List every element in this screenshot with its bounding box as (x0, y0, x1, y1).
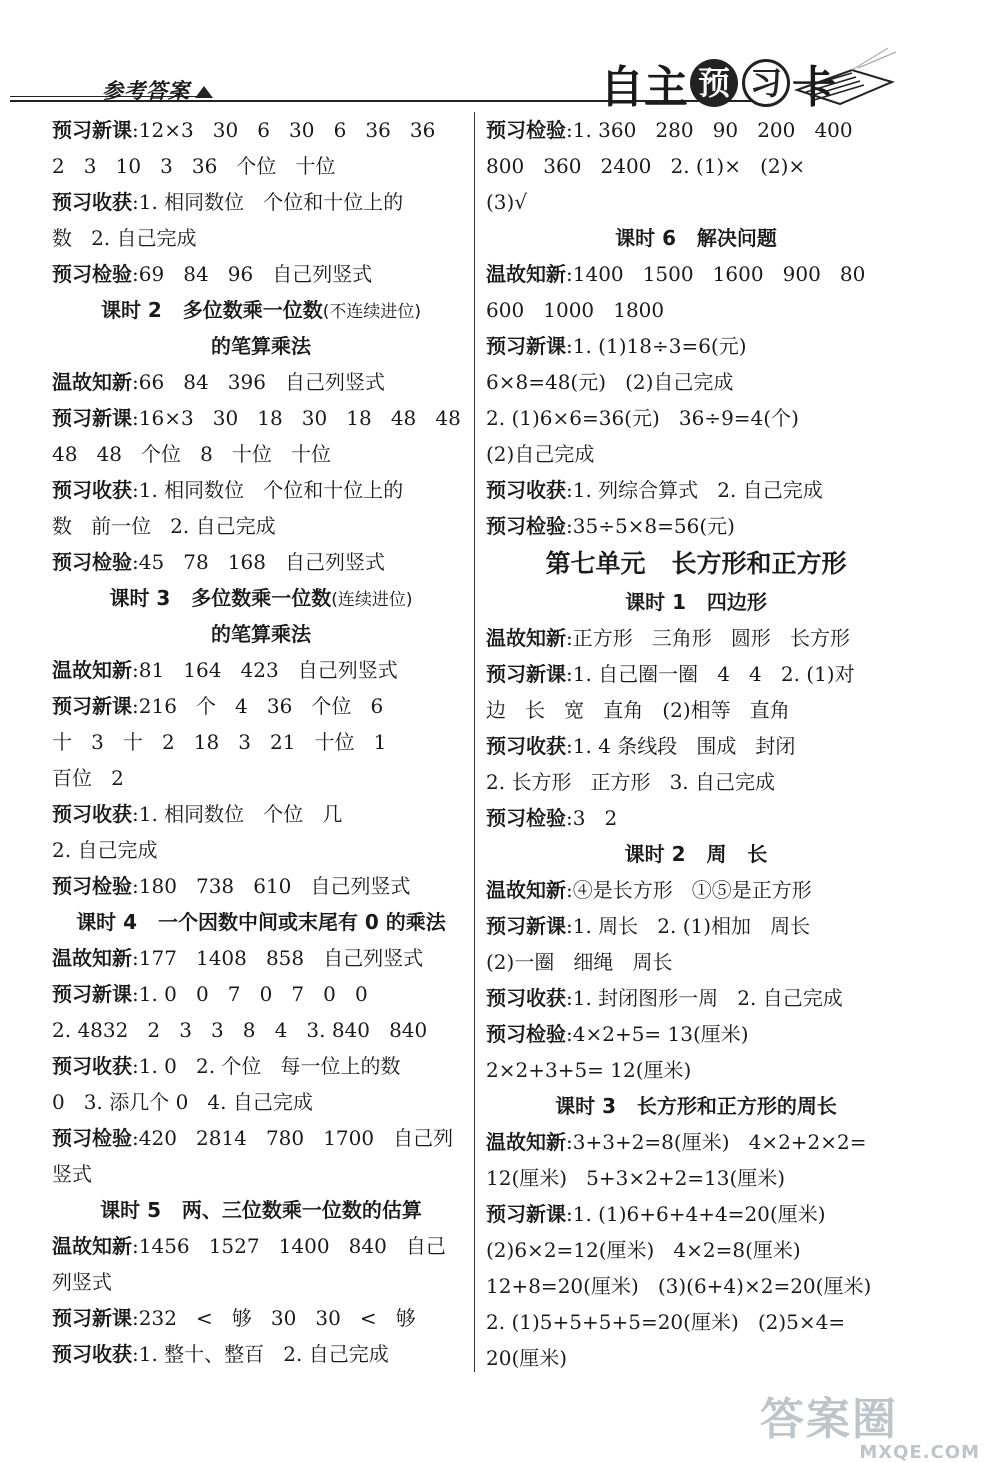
answer-text: :正方形 三角形 圆形 长方形 (566, 626, 850, 650)
answer-text: 20(厘米) (486, 1346, 568, 1370)
lesson-heading (486, 836, 906, 872)
answer-text: :420 2814 780 1700 自己列 (132, 1126, 454, 1150)
answer-text: 十 3 十 2 18 3 21 十位 1 (52, 730, 387, 754)
answer-line (52, 688, 470, 724)
heading-text: 课时 2 周 长 (624, 842, 768, 866)
answer-text: 2. (1)6×6=36(元) 36÷9=4(个) (486, 406, 799, 430)
answer-text: :1. 相同数位 个位和十位上的 (132, 478, 404, 502)
answer-label: 预习收获 (52, 190, 132, 214)
answer-text: 2. (1)5+5+5+5=20(厘米) (2)5×4= (486, 1310, 846, 1334)
answer-text: 6×8=48(元) (2)自己完成 (486, 370, 734, 394)
answer-text: :216 个 4 36 个位 6 (132, 694, 384, 718)
answer-line (52, 364, 470, 400)
heading-text: 课时 3 长方形和正方形的周长 (555, 1094, 837, 1118)
heading-note: (连续进位) (331, 590, 413, 610)
answer-line (486, 656, 906, 692)
answer-label: 预习检验 (52, 550, 132, 574)
answer-line (52, 508, 470, 544)
answer-text: :177 1408 858 自己列竖式 (132, 946, 424, 970)
brand-char: 主 (644, 62, 688, 113)
answer-text: :3+3+2=8(厘米) 4×2+2×2= (566, 1130, 867, 1154)
lesson-heading (52, 616, 470, 652)
answer-label: 预习收获 (52, 802, 132, 826)
unit-heading (486, 544, 906, 584)
answer-label: 温故知新 (52, 1234, 132, 1258)
answer-text: 数 2. 自己完成 (52, 226, 197, 250)
page-header (0, 0, 1000, 113)
answer-text: :81 164 423 自己列竖式 (132, 658, 398, 682)
answer-column-left (52, 112, 470, 1372)
answer-label: 预习收获 (486, 986, 566, 1010)
answer-line (52, 1264, 470, 1300)
answer-label: 预习新课 (52, 694, 132, 718)
heading-note: (不连续进位) (322, 302, 422, 322)
answer-line (486, 1016, 906, 1052)
answer-label: 温故知新 (486, 878, 566, 902)
answer-line (52, 724, 470, 760)
answer-line (52, 760, 470, 796)
answer-text: 2. 4832 2 3 3 8 4 3. 840 840 (52, 1018, 428, 1042)
answer-line (52, 1300, 470, 1336)
answer-text: :1. (1)6+6+4+4=20(厘米) (566, 1202, 826, 1226)
answer-line (52, 436, 470, 472)
answer-line (486, 1268, 906, 1304)
answer-text: :1. 周长 2. (1)相加 周长 (566, 914, 811, 938)
lesson-heading (486, 584, 906, 620)
answer-text: 数 前一位 2. 自己完成 (52, 514, 276, 538)
answer-line (486, 292, 906, 328)
answer-line (52, 400, 470, 436)
answer-label: 预习检验 (52, 1126, 132, 1150)
answer-label: 参考答案 (102, 79, 190, 103)
answer-text: :180 738 610 自己列竖式 (132, 874, 411, 898)
answer-line (486, 1340, 906, 1376)
heading-text: 课时 5 两、三位数乘一位数的估算 (100, 1198, 422, 1222)
answer-text: :1. (1)18÷3=6(元) (566, 334, 747, 358)
lesson-heading (52, 328, 470, 364)
heading-text: 第七单元 长方形和正方形 (545, 549, 847, 578)
lesson-heading (52, 292, 470, 328)
answer-text: :16×3 30 18 30 18 48 48 (132, 406, 461, 430)
answer-text: 2. 长方形 正方形 3. 自己完成 (486, 770, 776, 794)
answer-text: :1456 1527 1400 840 自己 (132, 1234, 446, 1258)
triangle-icon (195, 86, 213, 98)
answer-text: :1. 自己圈一圈 4 4 2. (1)对 (566, 662, 855, 686)
answer-text: 百位 2 (52, 766, 124, 790)
lesson-heading (52, 1192, 470, 1228)
lesson-heading (52, 580, 470, 616)
answer-text: :4×2+5= 13(厘米) (566, 1022, 749, 1046)
answer-text: :1. 列综合算式 2. 自己完成 (566, 478, 823, 502)
answer-text: :12×3 30 6 30 6 36 36 (132, 118, 436, 142)
answer-label: 预习新课 (52, 1306, 132, 1330)
answer-text: :35÷5×8=56(元) (566, 514, 735, 538)
answer-label: 预习新课 (486, 662, 566, 686)
answer-text: 800 360 2400 2. (1)× (2)× (486, 154, 806, 178)
answer-line (486, 944, 906, 980)
answer-line (486, 1232, 906, 1268)
answer-line (486, 400, 906, 436)
brand-char-circled: 预 (690, 59, 738, 107)
heading-text: 课时 2 多位数乘一位数 (100, 298, 323, 322)
answer-line (486, 728, 906, 764)
watermark-text: 答案圈 (760, 1394, 898, 1445)
answer-text: (2)自己完成 (486, 442, 595, 466)
answer-label: 温故知新 (486, 262, 566, 286)
answer-label: 温故知新 (486, 1130, 566, 1154)
answer-text: (2)一圈 细绳 周长 (486, 950, 673, 974)
answer-text: :1400 1500 1600 900 80 (566, 262, 866, 286)
heading-text: 的笔算乘法 (211, 622, 311, 646)
answer-line (486, 872, 906, 908)
answer-label: 预习新课 (52, 118, 132, 142)
answer-line (52, 1336, 470, 1372)
answer-text: :66 84 396 自己列竖式 (132, 370, 386, 394)
answer-line (486, 472, 906, 508)
answer-text: (3)√ (486, 190, 528, 214)
watermark (760, 1394, 980, 1463)
answer-line (52, 472, 470, 508)
answer-line (52, 256, 470, 292)
answer-line (52, 1084, 470, 1120)
answer-line (486, 328, 906, 364)
answer-line (52, 112, 470, 148)
answer-label: 预习新课 (52, 982, 132, 1006)
answer-line (486, 620, 906, 656)
answer-label: 温故知新 (52, 370, 132, 394)
heading-text: 的笔算乘法 (211, 334, 311, 358)
lesson-heading (52, 904, 470, 940)
answer-label: 预习收获 (486, 734, 566, 758)
lesson-heading (486, 1088, 906, 1124)
answer-line (52, 544, 470, 580)
heading-text: 课时 1 四边形 (625, 590, 767, 614)
answer-line (52, 1048, 470, 1084)
answer-line (486, 908, 906, 944)
answer-label: 预习收获 (52, 1054, 132, 1078)
answer-line (52, 976, 470, 1012)
column-divider (474, 112, 475, 1372)
answer-text: :1. 封闭图形一周 2. 自己完成 (566, 986, 843, 1010)
answer-line (486, 364, 906, 400)
answer-text: :1. 360 280 90 200 400 (566, 118, 853, 142)
answer-text: 列竖式 (52, 1270, 112, 1294)
answer-line (486, 1124, 906, 1160)
answer-label: 预习检验 (486, 118, 566, 142)
answer-line (52, 184, 470, 220)
answer-line (52, 652, 470, 688)
answer-line (486, 764, 906, 800)
answer-label: 预习新课 (486, 914, 566, 938)
answer-line (52, 1120, 470, 1156)
answer-label: 预习收获 (486, 478, 566, 502)
heading-text: 课时 4 一个因数中间或末尾有 0 的乘法 (76, 910, 446, 934)
answer-line (486, 1052, 906, 1088)
answer-label: 温故知新 (52, 946, 132, 970)
brand-char-circled: 习 (742, 59, 790, 107)
answer-text: 12(厘米) 5+3×2+2=13(厘米) (486, 1166, 786, 1190)
answer-line (52, 868, 470, 904)
brand-char: 自 (600, 62, 644, 113)
answer-line (52, 148, 470, 184)
answer-line (486, 436, 906, 472)
answer-label: 预习收获 (52, 478, 132, 502)
answer-label: 预习检验 (486, 1022, 566, 1046)
answer-label: 预习检验 (52, 874, 132, 898)
answer-text: (2)6×2=12(厘米) 4×2=8(厘米) (486, 1238, 801, 1262)
answer-text: :1. 4 条线段 围成 封闭 (566, 734, 796, 758)
lesson-heading (486, 220, 906, 256)
answer-label: 温故知新 (486, 626, 566, 650)
answer-text: 边 长 宽 直角 (2)相等 直角 (486, 698, 790, 722)
answer-text: :1. 相同数位 个位和十位上的 (132, 190, 404, 214)
brand-char: 卡 (792, 62, 836, 113)
answer-column-right (486, 112, 906, 1376)
answer-text: :69 84 96 自己列竖式 (132, 262, 373, 286)
answer-text: 2. 自己完成 (52, 838, 158, 862)
answer-label: 预习新课 (52, 406, 132, 430)
answer-text: 2 3 10 3 36 个位 十位 (52, 154, 336, 178)
answer-text: :3 2 (566, 806, 618, 830)
answer-line (486, 692, 906, 728)
answer-line (52, 1012, 470, 1048)
heading-text: 课时 3 多位数乘一位数 (109, 586, 332, 610)
answer-text: 0 3. 添几个 0 4. 自己完成 (52, 1090, 313, 1114)
answer-line (52, 1228, 470, 1264)
answer-text: :1. 0 0 7 0 7 0 0 (132, 982, 368, 1006)
answer-line (486, 980, 906, 1016)
book-icon (792, 40, 902, 110)
answer-line (52, 1156, 470, 1192)
answer-line (52, 796, 470, 832)
answer-label: 预习新课 (486, 334, 566, 358)
answer-text: :④是长方形 ①⑤是正方形 (566, 878, 812, 902)
answer-text: 2×2+3+5= 12(厘米) (486, 1058, 692, 1082)
answer-line (486, 1196, 906, 1232)
answer-text: 48 48 个位 8 十位 十位 (52, 442, 331, 466)
answer-line (52, 940, 470, 976)
answer-text: :1. 相同数位 个位 几 (132, 802, 343, 826)
answer-label: 预习新课 (486, 1202, 566, 1226)
answer-label: 预习检验 (52, 262, 132, 286)
watermark-url: MXQE.COM (859, 1442, 980, 1463)
answer-text: 600 1000 1800 (486, 298, 665, 322)
answer-line (486, 184, 906, 220)
answer-line (486, 800, 906, 836)
answer-label: 温故知新 (52, 658, 132, 682)
answer-text: 12+8=20(厘米) (3)(6+4)×2=20(厘米) (486, 1274, 872, 1298)
answer-line (52, 832, 470, 868)
answer-line (486, 508, 906, 544)
answer-label: 预习检验 (486, 806, 566, 830)
answer-line (486, 112, 906, 148)
answer-text: :1. 0 2. 个位 每一位上的数 (132, 1054, 401, 1078)
answer-text: :45 78 168 自己列竖式 (132, 550, 386, 574)
answer-label: 预习收获 (52, 1342, 132, 1366)
answer-line (52, 220, 470, 256)
answer-line (486, 148, 906, 184)
answer-line (486, 1304, 906, 1340)
answer-text: :1. 整十、整百 2. 自己完成 (132, 1342, 389, 1366)
answer-text: :232 < 够 30 30 < 够 (132, 1306, 416, 1330)
heading-text: 课时 6 解决问题 (615, 226, 777, 250)
answer-text: 竖式 (52, 1162, 92, 1186)
answer-line (486, 1160, 906, 1196)
answer-line (486, 256, 906, 292)
answer-label: 预习检验 (486, 514, 566, 538)
